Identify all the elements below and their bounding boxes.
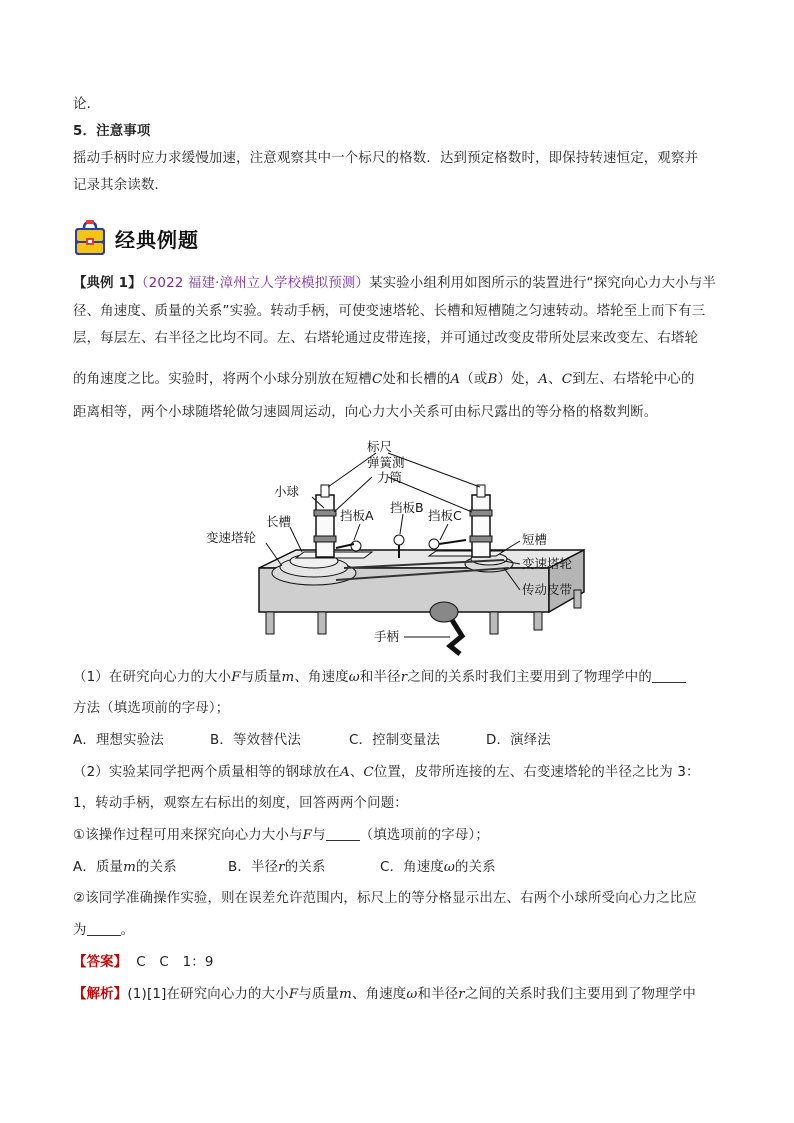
option-a: A．理想实验法 — [73, 733, 164, 748]
leader-line — [400, 514, 403, 534]
label-short-slot: 短槽 — [522, 532, 548, 547]
text-line: 论． — [73, 97, 101, 112]
answer-label: 【答案】 — [73, 955, 128, 970]
label-belt: 传动皮带 — [522, 582, 573, 597]
label-baffle-b: 挡板B — [390, 500, 424, 515]
crank-handle — [450, 620, 462, 654]
answer-value: C C 1：9 — [136, 955, 214, 970]
section-header — [73, 218, 199, 258]
option-d: D．演绎法 — [486, 733, 551, 748]
ball-b — [394, 535, 404, 545]
table-leg — [318, 612, 326, 634]
left-scale-rod — [321, 485, 329, 497]
option-c: C．角速度ω的关系 — [380, 860, 496, 875]
left-cylinder-band — [314, 510, 336, 516]
answer-blank — [87, 921, 121, 936]
option-c: C．控制变量法 — [349, 733, 441, 748]
question-2-line: ①该操作过程可用来探究向心力大小与F与 （填选项前的字母）； — [73, 828, 489, 843]
example-label: 【典例 1】 — [73, 276, 142, 291]
text-line: 摇动手柄时应力求缓慢加速，注意观察其中一个标尺的格数．达到预定格数时，即保持转速恒定，观察并 — [73, 151, 699, 166]
right-cylinder-band — [470, 536, 492, 542]
answer-line — [73, 953, 214, 973]
example-source: （2022 福建·漳州立人学校模拟预测） — [141, 276, 370, 291]
label-baffle-c: 挡板C — [428, 508, 462, 523]
option-b: B．等效替代法 — [210, 733, 301, 748]
example-line — [73, 274, 716, 294]
answer-blank — [652, 668, 686, 683]
section-title: 经典例题 — [115, 227, 199, 252]
label-spring-1: 弹簧测 — [367, 455, 405, 470]
label-long-slot: 长槽 — [266, 514, 292, 529]
table-leg — [266, 612, 274, 634]
label-scale: 标尺 — [367, 440, 393, 454]
right-cylinder-band — [470, 510, 492, 516]
label-handle: 手柄 — [374, 629, 400, 644]
apparatus-figure — [204, 440, 596, 658]
right-spring-cylinder — [472, 495, 490, 557]
label-ball: 小球 — [274, 484, 300, 499]
question-1-line: 方法（填选项前的字母）； — [73, 701, 230, 716]
example-line: 层，每层左、右半径之比均不同。左、右塔轮通过皮带连接，并可通过改变皮带所处层来改变左、右塔轮 — [73, 331, 699, 346]
label-baffle-a: 挡板A — [340, 508, 374, 523]
briefcase-icon — [73, 219, 107, 257]
question-2-line: 为 。 — [73, 923, 135, 938]
example-line: 径、角速度、质量的关系”实验。转动手柄，可使变速塔轮、长槽和短槽随之匀速转动。塔轮至上而下有三 — [73, 304, 706, 319]
table-leg — [534, 612, 542, 630]
ball-a — [351, 541, 361, 551]
example-line: 的角速度之比。实验时，将两个小球分别放在短槽C处和长槽的A（或B）处，A、C到左、右塔轮中心的 — [73, 372, 695, 387]
label-pulley-left: 变速塔轮 — [206, 530, 257, 545]
answer-blank — [326, 826, 360, 841]
question-2-line: 1，转动手柄，观察左右标出的刻度，回答两两个问题： — [73, 796, 408, 811]
question-1-options — [73, 731, 551, 751]
leader-line — [440, 524, 448, 540]
table-leg — [574, 590, 581, 608]
short-slot — [429, 551, 504, 556]
table-leg — [490, 612, 498, 634]
example-text: 某实验小组利用如图所示的装置进行“探究向心力大小与半 — [369, 276, 717, 291]
option-a: A．质量m的关系 — [73, 860, 177, 875]
question-2-line: （2）实验某同学把两个质量相等的钢球放在A、C位置，皮带所连接的左、右变速塔轮的半径之比为 3： — [73, 765, 700, 780]
leader-line — [334, 477, 372, 512]
leader-line — [354, 524, 360, 540]
question-1-line: （1）在研究向心力的大小F与质量m、角速度ω和半径r之间的关系时我们主要用到了物理学中的 — [73, 668, 686, 688]
left-spring-cylinder — [316, 495, 334, 557]
text-line: 记录其余读数． — [73, 178, 169, 193]
question-2-options — [73, 858, 496, 878]
option-b: B．半径r的关系 — [228, 860, 326, 875]
label-spring-2: 力筒 — [377, 470, 403, 485]
ball-c — [429, 539, 439, 549]
example-line: 距离相等，两个小球随塔轮做匀速圆周运动，向心力大小关系可由标尺露出的等分格的格数判断。 — [73, 405, 658, 420]
baffle-c — [439, 540, 466, 544]
subheading: 5．注意事项 — [73, 124, 151, 139]
left-cylinder-band — [314, 536, 336, 542]
label-pulley-right: 变速塔轮 — [522, 556, 573, 571]
analysis-label: 【解析】 — [73, 987, 128, 1002]
leader-line — [290, 527, 302, 552]
question-2-line: ②该同学准确操作实验，则在误差允许范围内，标尺上的等分格显示出左、右两个小球所受向心力之比应 — [73, 891, 697, 906]
analysis-line: 【解析】(1)[1]在研究向心力的大小F与质量m、角速度ω和半径r之间的关系时我们主要用到了物理学中 — [73, 987, 696, 1002]
